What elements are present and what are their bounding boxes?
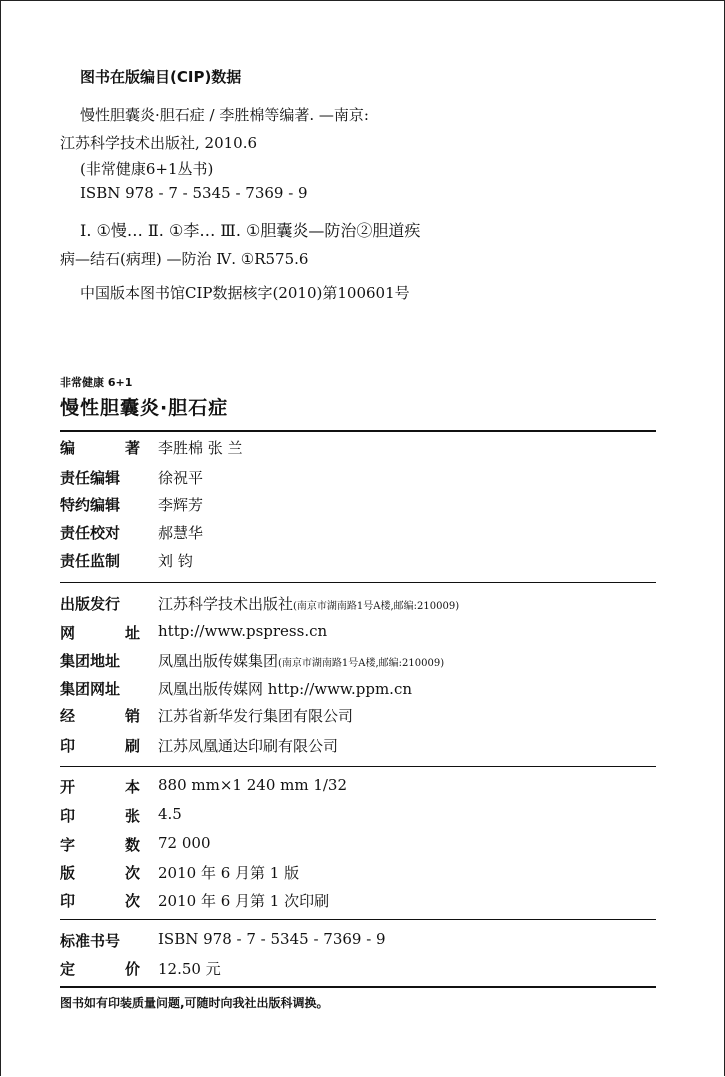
isbn-value: ISBN 978 - 7 - 5345 - 7369 - 9 <box>158 930 386 948</box>
cip-heading: 图书在版编目(CIP)数据 <box>80 68 242 86</box>
cip-line-isbn: ISBN 978 - 7 - 5345 - 7369 - 9 <box>80 184 308 202</box>
row-label: 集团地址 <box>60 652 121 670</box>
row-value: 4.5 <box>158 805 182 823</box>
series-name: 非常健康 6+1 <box>60 376 133 389</box>
group-website[interactable]: 凤凰出版传媒网 http://www.ppm.cn <box>158 680 413 698</box>
row-label: 标准书号 <box>60 932 121 950</box>
divider <box>60 766 656 767</box>
divider <box>60 986 656 988</box>
row-value: 2010 年 6 月第 1 次印刷 <box>158 892 330 910</box>
divider <box>60 919 656 920</box>
row-label: 责任编辑 <box>60 469 121 487</box>
address-note: (南京市湖南路1号A楼,邮编:210009) <box>293 601 460 612</box>
row-value: 李胜棉 张 兰 <box>158 439 243 457</box>
book-title: 慢性胆囊炎·胆石症 <box>60 397 229 419</box>
row-label: 定 价 <box>60 960 140 978</box>
row-label: 责任校对 <box>60 524 121 542</box>
cip-line-publisher: 江苏科学技术出版社, 2010.6 <box>60 134 258 152</box>
row-label: 印 次 <box>60 892 140 910</box>
footer-note: 图书如有印装质量问题,可随时向我社出版科调换。 <box>60 996 329 1010</box>
row-label: 网 址 <box>60 624 140 642</box>
row-label: 印 张 <box>60 807 140 825</box>
row-label: 集团网址 <box>60 680 121 698</box>
price-value: 12.50 元 <box>158 960 221 978</box>
address-note: (南京市湖南路1号A楼,邮编:210009) <box>278 658 445 669</box>
row-label: 编 著 <box>60 439 140 457</box>
row-value: 徐祝平 <box>158 469 204 487</box>
cip-line-title: 慢性胆囊炎·胆石症 / 李胜棉等编著. —南京: <box>80 106 369 124</box>
row-label: 版 次 <box>60 864 140 882</box>
cip-line-record-number: 中国版本图书馆CIP数据核字(2010)第100601号 <box>80 284 410 302</box>
row-value: 880 mm×1 240 mm 1/32 <box>158 776 348 794</box>
cip-line-series: (非常健康6+1丛书) <box>80 160 214 178</box>
row-value: 凤凰出版传媒集团(南京市湖南路1号A楼,邮编:210009) <box>158 652 445 670</box>
row-value: 72 000 <box>158 834 211 852</box>
row-label: 特约编辑 <box>60 496 121 514</box>
cip-line-subjects-cont: 病—结石(病理) —防治 Ⅳ. ①R575.6 <box>60 250 309 268</box>
cip-line-subjects: Ⅰ. ①慢… Ⅱ. ①李… Ⅲ. ①胆囊炎—防治②胆道疾 <box>80 221 421 240</box>
row-label: 责任监制 <box>60 552 121 570</box>
row-value: 江苏省新华发行集团有限公司 <box>158 707 354 725</box>
row-value: 江苏科学技术出版社(南京市湖南路1号A楼,邮编:210009) <box>158 595 460 613</box>
row-value: 李辉芳 <box>158 496 204 514</box>
row-label: 经 销 <box>60 707 140 725</box>
website-link[interactable]: http://www.pspress.cn <box>158 622 328 640</box>
row-value: 2010 年 6 月第 1 版 <box>158 864 300 882</box>
row-label: 印 刷 <box>60 737 140 755</box>
row-value: 刘 钧 <box>158 552 193 570</box>
row-value: 郝慧华 <box>158 524 204 542</box>
row-label: 字 数 <box>60 836 140 854</box>
divider <box>60 430 656 432</box>
row-label: 开 本 <box>60 778 140 796</box>
row-label: 出版发行 <box>60 595 121 613</box>
row-value: 江苏凤凰通达印刷有限公司 <box>158 737 339 755</box>
divider <box>60 582 656 583</box>
